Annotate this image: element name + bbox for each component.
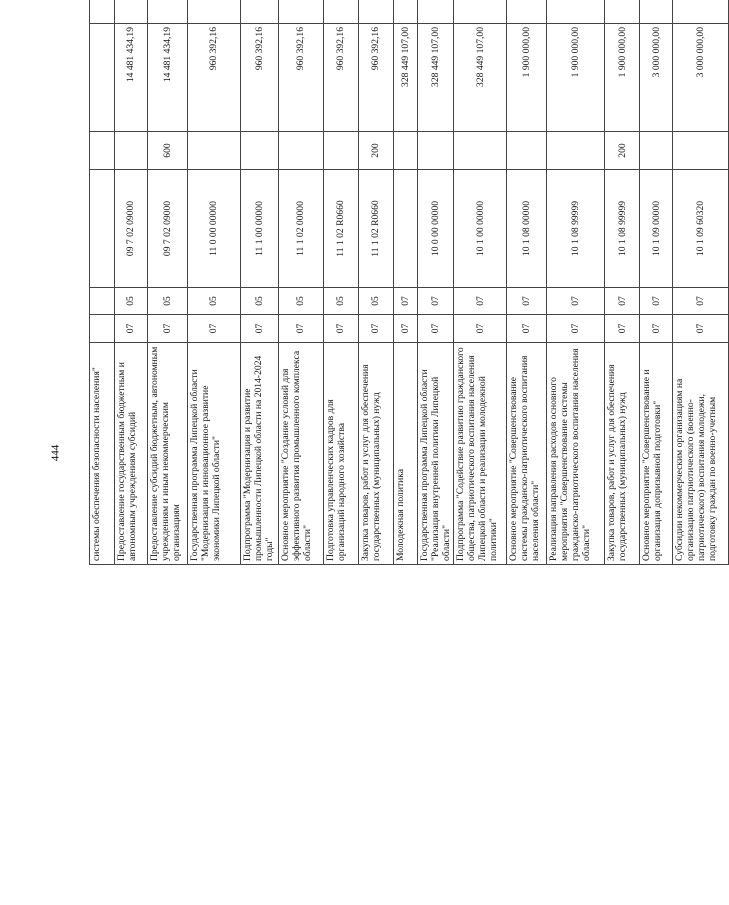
table-row [418, 0, 454, 565]
expense-type-code [241, 132, 279, 170]
row-name: Молодежная политика [394, 343, 418, 565]
target-item-code: 10 1 09 60320 [673, 170, 729, 288]
budget-table [89, 0, 729, 565]
target-item-code: 11 0 00 00000 [188, 170, 241, 288]
section-code: 07 [188, 315, 241, 343]
amount-1: 960 392,16 [241, 24, 279, 132]
amount-1: 328 449 107,00 [394, 24, 418, 132]
subsection-code: 07 [640, 288, 673, 315]
table-row [673, 0, 729, 565]
expense-type-code [454, 132, 507, 170]
amount-2 [394, 0, 418, 24]
page-number [47, 440, 63, 466]
amount-1: 960 392,16 [188, 24, 241, 132]
row-name: Подготовка управленческих кадров для организаций народного хозяйства [324, 343, 359, 565]
table-row [359, 0, 394, 565]
subsection-code: 07 [394, 288, 418, 315]
subsection-code: 05 [188, 288, 241, 315]
row-name: Закупка товаров, работ и услуг для обеспечения государственных (муниципальных) нужд [605, 343, 640, 565]
row-name: Подпрограмма "Модернизация и развитие промышленности Липецкой области на 2014-2024 годы" [241, 343, 279, 565]
target-item-code: 10 1 00 00000 [454, 170, 507, 288]
subsection-code: 07 [673, 288, 729, 315]
row-name: Основное мероприятие "Совершенствование и организация допризывной подготовки" [640, 343, 673, 565]
expense-type-code [90, 132, 115, 170]
section-code: 07 [324, 315, 359, 343]
row-name: Закупка товаров, работ и услуг для обеспечения государственных (муниципальных) нужд [359, 343, 394, 565]
row-name: Субсидии некоммерческим организациям на организацию патриотического (военно-патриотического) воспитания молодежи, подготовку граждан по военно-учетным [673, 343, 729, 565]
row-name: Основное мероприятие "Совершенствование системы гражданско-патриотического воспитания населения области" [507, 343, 547, 565]
subsection-code: 07 [547, 288, 605, 315]
target-item-code: 09 7 02 09000 [115, 170, 148, 288]
amount-1: 3 000 000,00 [640, 24, 673, 132]
table-row [90, 0, 115, 565]
table-row [279, 0, 324, 565]
section-code: 07 [507, 315, 547, 343]
expense-type-code [188, 132, 241, 170]
amount-2 [90, 0, 115, 24]
expense-type-code [279, 132, 324, 170]
amount-1: 960 392,16 [359, 24, 394, 132]
amount-2 [241, 0, 279, 24]
table-row [394, 0, 418, 565]
amount-1: 1 900 000,00 [605, 24, 640, 132]
expense-type-code: 200 [359, 132, 394, 170]
table-row [148, 0, 188, 565]
amount-1 [90, 24, 115, 132]
section-code: 07 [115, 315, 148, 343]
amount-1: 1 900 000,00 [507, 24, 547, 132]
amount-1: 14 481 434,19 [115, 24, 148, 132]
expense-type-code [640, 132, 673, 170]
subsection-code: 05 [324, 288, 359, 315]
row-name: Государственная программа Липецкой области "Реализация внутренней политики Липецкой области" [418, 343, 454, 565]
subsection-code: 05 [148, 288, 188, 315]
row-name: системы обеспечения безопасности населения" [90, 343, 115, 565]
table-row [454, 0, 507, 565]
subsection-code: 05 [279, 288, 324, 315]
target-item-code: 11 1 00 00000 [241, 170, 279, 288]
expense-type-code [673, 132, 729, 170]
expense-type-code [418, 132, 454, 170]
table-row [605, 0, 640, 565]
section-code: 07 [394, 315, 418, 343]
expense-type-code [115, 132, 148, 170]
table-row [188, 0, 241, 565]
amount-2 [148, 0, 188, 24]
subsection-code: 07 [418, 288, 454, 315]
expense-type-code [324, 132, 359, 170]
expense-type-code: 600 [148, 132, 188, 170]
target-item-code: 10 1 09 00000 [640, 170, 673, 288]
amount-2 [547, 0, 605, 24]
expense-type-code: 200 [605, 132, 640, 170]
row-name: Реализация направления расходов основного мероприятия "Совершенствование системы гражданско-патриотического воспитания населения области" [547, 343, 605, 565]
table-row [324, 0, 359, 565]
subsection-code: 07 [454, 288, 507, 315]
table-row [507, 0, 547, 565]
section-code: 07 [241, 315, 279, 343]
table-row [640, 0, 673, 565]
expense-type-code [507, 132, 547, 170]
target-item-code: 11 1 02 R0660 [359, 170, 394, 288]
target-item-code: 10 1 08 99999 [605, 170, 640, 288]
target-item-code: 10 0 00 00000 [418, 170, 454, 288]
amount-2 [673, 0, 729, 24]
target-item-code: 09 7 02 09000 [148, 170, 188, 288]
subsection-code: 05 [359, 288, 394, 315]
expense-type-code [547, 132, 605, 170]
section-code: 07 [279, 315, 324, 343]
amount-1: 960 392,16 [279, 24, 324, 132]
amount-1: 328 449 107,00 [454, 24, 507, 132]
table-row [547, 0, 605, 565]
section-code: 07 [547, 315, 605, 343]
section-code: 07 [454, 315, 507, 343]
row-name: Основное мероприятие "Создание условий для эффективного развития промышленного комплекса области" [279, 343, 324, 565]
amount-2 [279, 0, 324, 24]
subsection-code: 05 [115, 288, 148, 315]
target-item-code [394, 170, 418, 288]
target-item-code: 10 1 08 99999 [547, 170, 605, 288]
section-code: 07 [640, 315, 673, 343]
amount-2 [507, 0, 547, 24]
amount-1: 3 000 000,00 [673, 24, 729, 132]
amount-1: 14 481 434,19 [148, 24, 188, 132]
section-code: 07 [148, 315, 188, 343]
section-code: 07 [673, 315, 729, 343]
amount-2 [418, 0, 454, 24]
amount-2 [605, 0, 640, 24]
amount-2 [640, 0, 673, 24]
amount-2 [324, 0, 359, 24]
target-item-code: 11 1 02 R0660 [324, 170, 359, 288]
row-name: Предоставление государственным бюджетным и автономным учреждениям субсидий [115, 343, 148, 565]
row-name: Предоставление субсидий бюджетным, автономным учреждениям и иным некоммерческим организациям [148, 343, 188, 565]
subsection-code: 07 [605, 288, 640, 315]
subsection-code: 07 [507, 288, 547, 315]
section-code: 07 [359, 315, 394, 343]
section-code: 07 [605, 315, 640, 343]
target-item-code [90, 170, 115, 288]
amount-2 [359, 0, 394, 24]
target-item-code: 11 1 02 00000 [279, 170, 324, 288]
amount-2 [188, 0, 241, 24]
amount-1: 960 392,16 [324, 24, 359, 132]
amount-2 [454, 0, 507, 24]
section-code: 07 [418, 315, 454, 343]
target-item-code: 10 1 08 00000 [507, 170, 547, 288]
subsection-code [90, 288, 115, 315]
page-number-text: 444 [49, 444, 61, 462]
table-row [115, 0, 148, 565]
amount-1: 328 449 107,00 [418, 24, 454, 132]
row-name: Подпрограмма "Содействие развитию гражданского общества, патриотического воспитания населения Липецкой области и реализации молодежной политики" [454, 343, 507, 565]
budget-table-body [90, 0, 729, 565]
budget-table-rotated [89, 0, 719, 565]
amount-1: 1 900 000,00 [547, 24, 605, 132]
table-row [241, 0, 279, 565]
row-name: Государственная программа Липецкой области "Модернизация и инновационное развитие экономики Липецкой области" [188, 343, 241, 565]
amount-2 [115, 0, 148, 24]
expense-type-code [394, 132, 418, 170]
subsection-code: 05 [241, 288, 279, 315]
section-code [90, 315, 115, 343]
